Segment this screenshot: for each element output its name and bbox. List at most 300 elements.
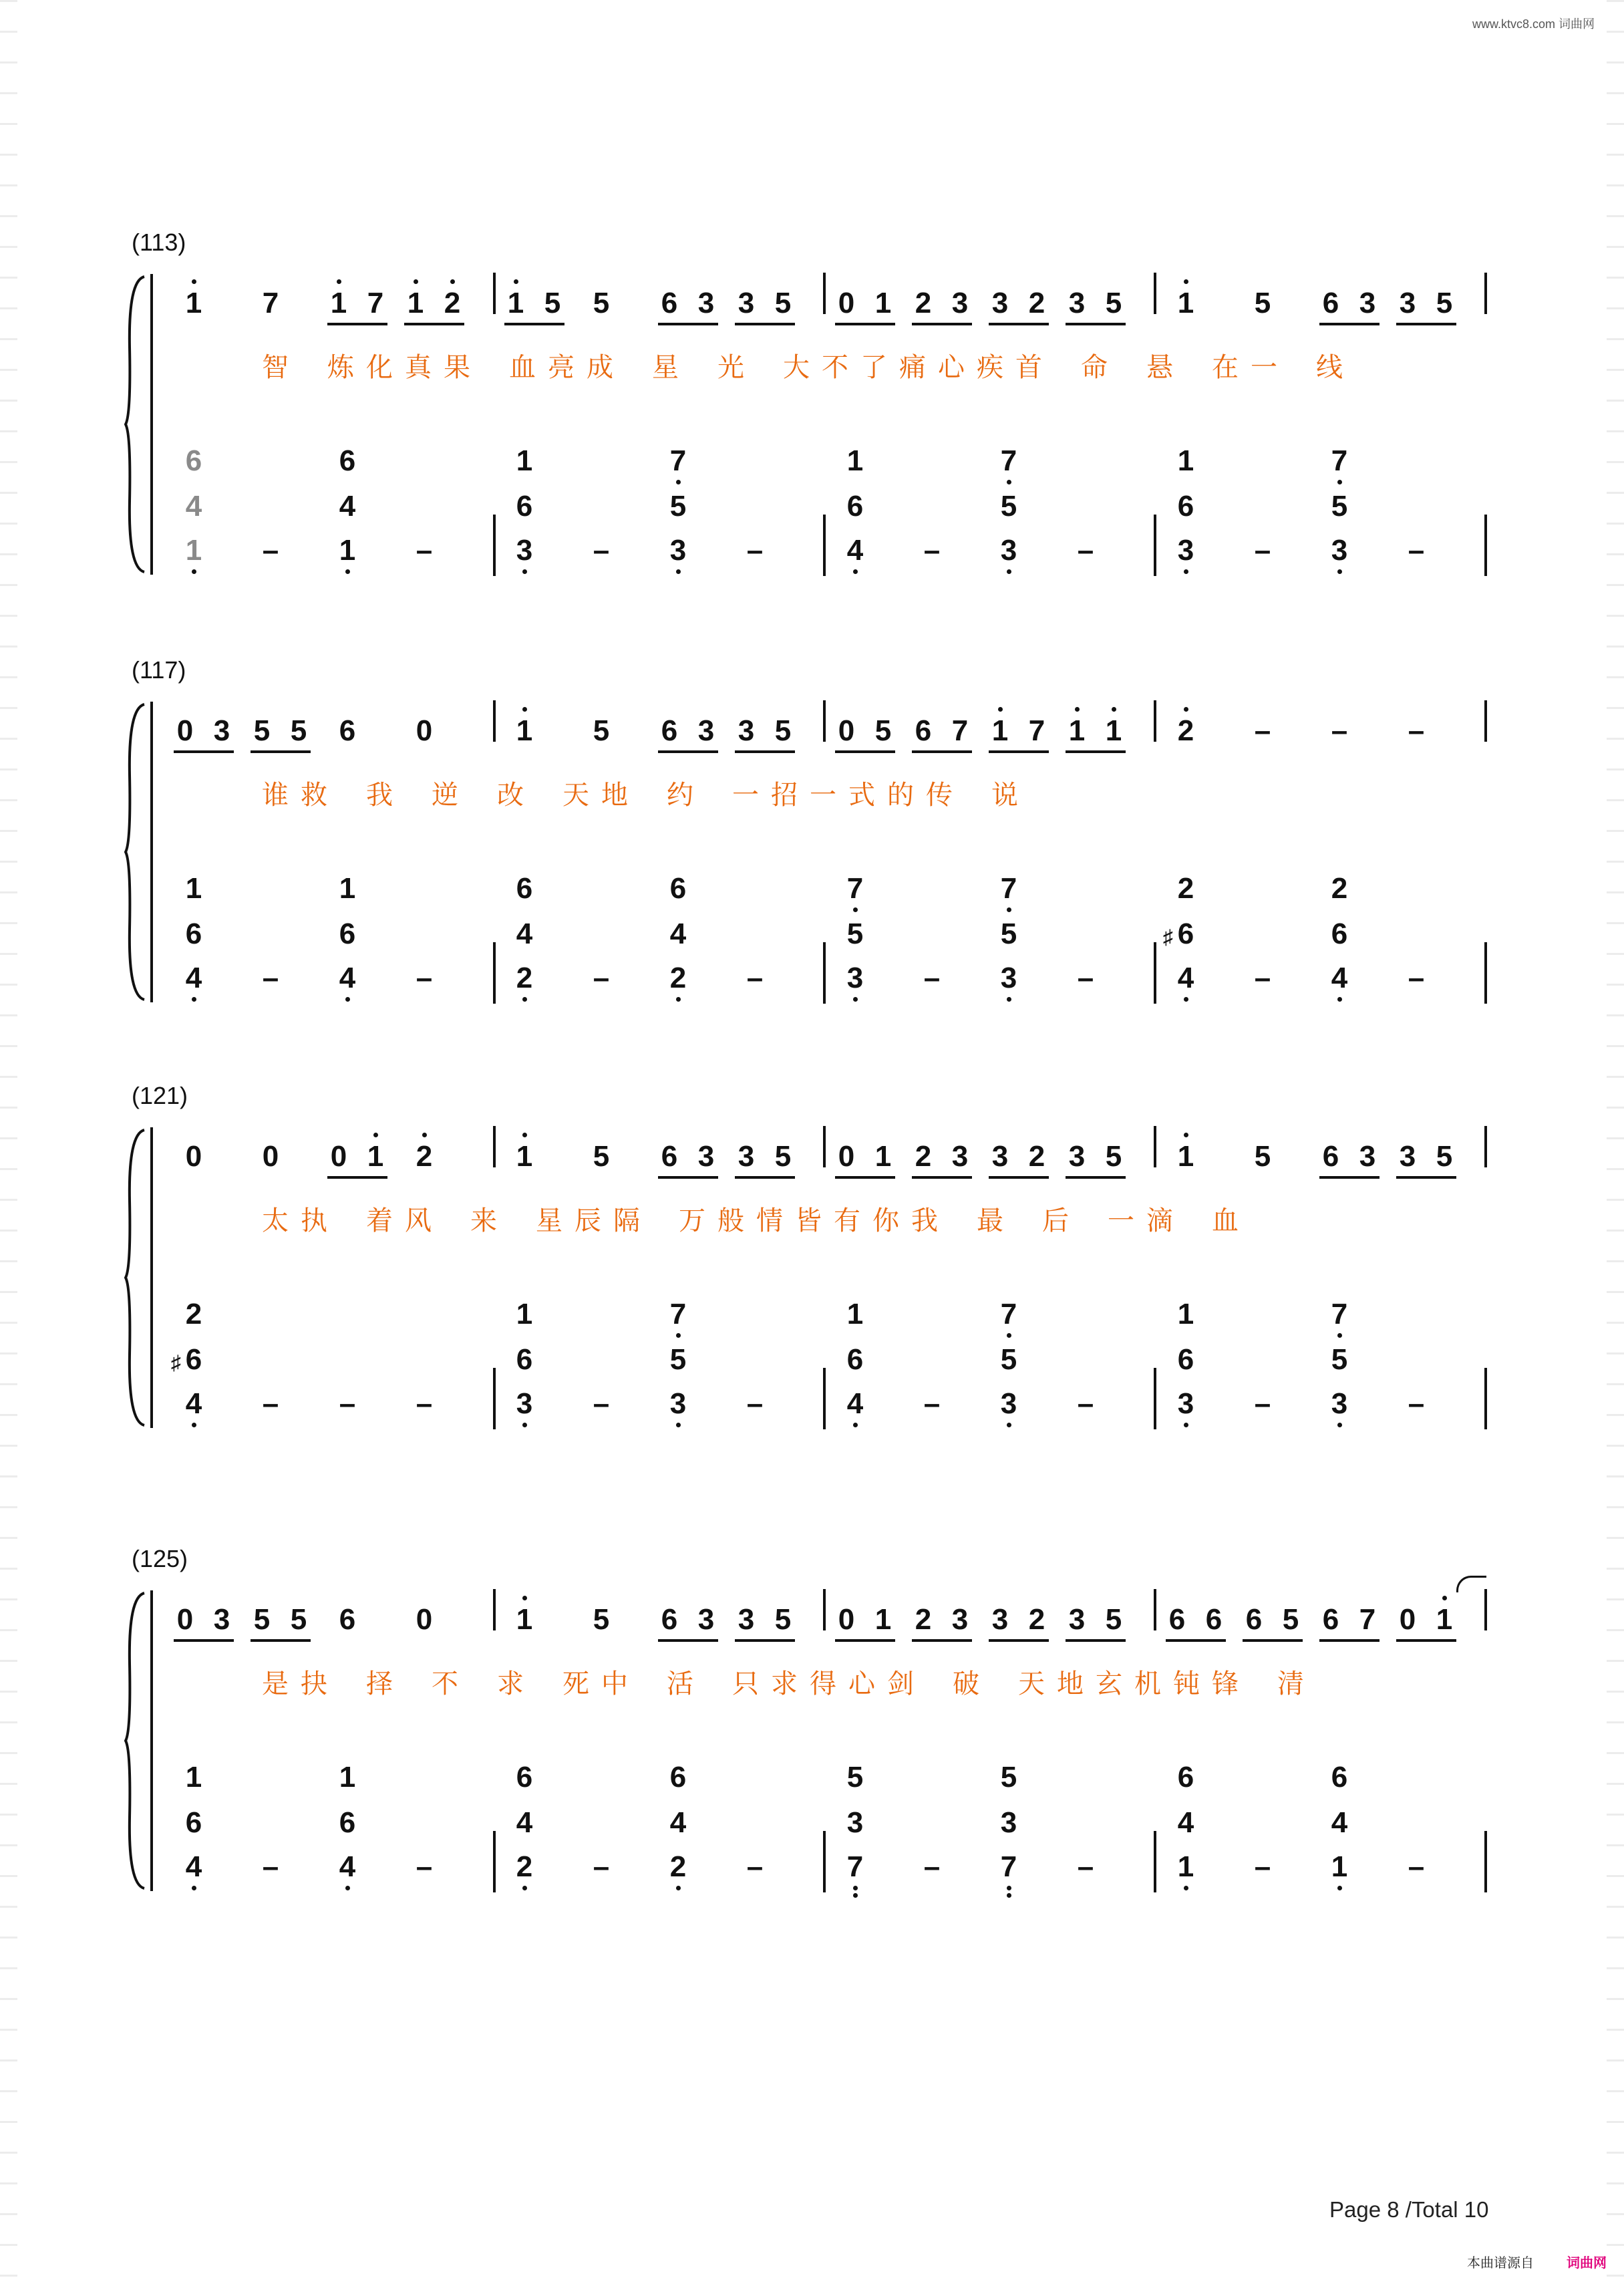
upper-note-digit: 5 xyxy=(1105,1603,1122,1636)
upper-note-digit: 6 xyxy=(1322,1140,1339,1173)
lower-chord-note-digit: 7 xyxy=(1000,872,1017,905)
lower-rest-digit: – xyxy=(416,962,433,994)
eighth-beam xyxy=(1396,1639,1456,1642)
upper-note-digit: 2 xyxy=(915,287,932,319)
lower-rest-digit: – xyxy=(416,1387,433,1420)
upper-barline xyxy=(1154,1126,1156,1167)
lower-chord-note-digit: 7 xyxy=(1331,1298,1348,1330)
upper-barline xyxy=(1154,1589,1156,1630)
upper-note-digit: 6 xyxy=(915,714,932,747)
upper-note-digit: 2 xyxy=(915,1140,932,1173)
upper-note-high-dot xyxy=(414,279,418,284)
lyric-char: 式 xyxy=(848,780,875,811)
upper-note-digit: 3 xyxy=(213,714,230,747)
lower-chord-note-digit: 6 xyxy=(1177,1761,1194,1794)
lower-chord-note-digit: 5 xyxy=(669,1343,687,1376)
lyric-char: 来 xyxy=(470,1205,497,1236)
lower-chord-note-digit: 5 xyxy=(1000,1761,1017,1794)
lower-chord-note-low-dot xyxy=(1337,480,1342,484)
eighth-beam xyxy=(251,1639,311,1642)
lower-chord-note-digit: 3 xyxy=(1177,534,1194,567)
lower-barline xyxy=(1484,942,1487,1004)
upper-note-digit: – xyxy=(1254,714,1271,747)
lyric-char: 化 xyxy=(366,352,393,383)
upper-note-digit: 5 xyxy=(874,714,892,747)
lyric-char: 悬 xyxy=(1146,352,1173,383)
eighth-beam xyxy=(1319,323,1379,325)
upper-barline xyxy=(823,273,826,314)
upper-note-digit: 0 xyxy=(176,1603,194,1636)
upper-note-digit: 6 xyxy=(339,714,356,747)
lower-chord-note-digit: 6 xyxy=(339,917,356,950)
lower-chord-note-low-dot xyxy=(1007,1886,1011,1890)
lower-rest-digit: – xyxy=(746,1387,764,1420)
upper-note-high-dot xyxy=(373,1133,378,1137)
lower-chord-note-digit: 2 xyxy=(669,962,687,994)
lower-rest-digit: – xyxy=(923,1850,941,1883)
lyric-char: 痛 xyxy=(899,352,926,383)
upper-barline xyxy=(1484,273,1487,314)
lower-chord-note-digit: 5 xyxy=(1000,917,1017,950)
lower-rest-digit: – xyxy=(746,962,764,994)
lyric-char: 谁 xyxy=(262,780,289,811)
lower-rest-digit: – xyxy=(262,534,279,567)
lower-chord-note-low-dot xyxy=(1007,480,1011,484)
lower-chord-note-low-dot xyxy=(1007,907,1011,912)
lower-chord-note-low-dot xyxy=(1007,1893,1011,1898)
lyric-char: 得 xyxy=(810,1669,836,1699)
lower-chord-note-digit: 4 xyxy=(669,917,687,950)
upper-note-digit: 3 xyxy=(991,287,1009,319)
lower-chord-note-low-dot xyxy=(1337,997,1342,1002)
upper-note-digit: 1 xyxy=(1436,1603,1453,1636)
upper-note-digit: 5 xyxy=(1436,287,1453,319)
lower-barline xyxy=(493,942,496,1004)
eighth-beam xyxy=(989,323,1049,325)
lower-chord-note-digit: 3 xyxy=(1000,962,1017,994)
upper-note-digit: 2 xyxy=(444,287,461,319)
eighth-beam xyxy=(735,1176,795,1179)
lower-chord-note-digit: 2 xyxy=(669,1850,687,1883)
upper-note-digit: 3 xyxy=(697,287,715,319)
eighth-beam xyxy=(835,1176,895,1179)
lower-chord-note-digit: 7 xyxy=(1000,1850,1017,1883)
lower-chord-note-digit: 3 xyxy=(1177,1387,1194,1420)
upper-note-digit: – xyxy=(1408,714,1425,747)
eighth-beam xyxy=(1166,1639,1226,1642)
lyric-char: 抉 xyxy=(301,1669,327,1699)
lyric-char: 天 xyxy=(1018,1669,1045,1699)
lower-chord-note-low-dot xyxy=(345,569,350,574)
upper-note-digit: 2 xyxy=(1028,287,1045,319)
upper-note-digit: 6 xyxy=(1205,1603,1223,1636)
lower-barline xyxy=(493,1368,496,1429)
upper-note-digit: 3 xyxy=(1068,287,1086,319)
lower-chord-note-digit: 2 xyxy=(516,1850,533,1883)
lyric-char: 血 xyxy=(1212,1205,1239,1236)
eighth-beam xyxy=(174,750,234,753)
upper-barline xyxy=(823,1126,826,1167)
upper-barline xyxy=(1154,273,1156,314)
upper-note-digit: 6 xyxy=(661,1140,678,1173)
lyric-char: 死 xyxy=(562,1669,589,1699)
upper-note-high-dot xyxy=(192,279,196,284)
upper-note-digit: 2 xyxy=(1177,714,1194,747)
lower-chord-note-low-dot xyxy=(522,569,527,574)
upper-note-digit: 3 xyxy=(213,1603,230,1636)
eighth-beam xyxy=(1396,1176,1456,1179)
lyric-char: 心 xyxy=(938,352,965,383)
lyric-char: 星 xyxy=(536,1205,562,1236)
lower-rest-digit: – xyxy=(1254,1387,1271,1420)
upper-note-digit: 1 xyxy=(1068,714,1086,747)
lower-chord-note-digit: 3 xyxy=(1331,534,1348,567)
upper-note-digit: 1 xyxy=(1105,714,1122,747)
upper-note-digit: 1 xyxy=(507,287,524,319)
upper-note-digit: 3 xyxy=(991,1603,1009,1636)
lower-chord-note-low-dot xyxy=(1007,1423,1011,1427)
lower-chord-note-digit: 4 xyxy=(185,1850,202,1883)
lyric-char: 真 xyxy=(405,352,432,383)
upper-note-digit: 1 xyxy=(874,1603,892,1636)
upper-note-high-dot xyxy=(1184,1133,1188,1137)
upper-note-digit: 5 xyxy=(593,1603,610,1636)
upper-note-digit: 1 xyxy=(874,1140,892,1173)
upper-note-digit: 2 xyxy=(416,1140,433,1173)
upper-note-digit: 0 xyxy=(185,1140,202,1173)
lower-chord-note-digit: 1 xyxy=(1177,1850,1194,1883)
lyric-char: 说 xyxy=(991,780,1018,811)
lower-chord-note-digit: 1 xyxy=(185,534,202,567)
upper-note-digit: 5 xyxy=(544,287,561,319)
upper-note-high-dot xyxy=(1112,707,1116,712)
lower-rest-digit: – xyxy=(1254,962,1271,994)
lower-chord-note-digit: 1 xyxy=(1177,444,1194,477)
eighth-beam xyxy=(327,1176,387,1179)
lower-chord-note-low-dot xyxy=(345,997,350,1002)
lower-chord-note-low-dot xyxy=(522,1886,527,1890)
lower-rest-digit: – xyxy=(1408,1387,1425,1420)
lower-rest-digit: – xyxy=(1254,534,1271,567)
eighth-beam xyxy=(835,750,895,753)
upper-note-digit: 1 xyxy=(991,714,1009,747)
upper-note-high-dot xyxy=(422,1133,427,1137)
lower-chord-note-digit: 4 xyxy=(669,1806,687,1839)
lower-chord-note-low-dot xyxy=(676,569,681,574)
lyric-char: 情 xyxy=(756,1205,783,1236)
upper-note-digit: 2 xyxy=(1028,1603,1045,1636)
eighth-beam xyxy=(1066,323,1126,325)
upper-note-high-dot xyxy=(1184,707,1188,712)
upper-note-digit: 5 xyxy=(1105,287,1122,319)
lyric-char: 择 xyxy=(366,1669,393,1699)
lower-chord-note-digit: 5 xyxy=(846,1761,864,1794)
lyric-char: 在 xyxy=(1212,352,1239,383)
system-brace xyxy=(124,702,147,1002)
upper-note-digit: 3 xyxy=(951,287,969,319)
upper-note-digit: 3 xyxy=(697,1140,715,1173)
system-brace xyxy=(124,1127,147,1428)
lyric-char: 逆 xyxy=(432,780,458,811)
lower-rest-digit: – xyxy=(593,1387,610,1420)
upper-note-digit: 3 xyxy=(951,1603,969,1636)
lower-chord-note-digit: 5 xyxy=(1331,1343,1348,1376)
upper-note-digit: 7 xyxy=(367,287,384,319)
lower-rest-digit: – xyxy=(1077,1850,1094,1883)
lower-barline xyxy=(823,1368,826,1429)
lyric-char: 清 xyxy=(1277,1669,1304,1699)
lower-chord-note-low-dot xyxy=(676,1423,681,1427)
system-brace xyxy=(124,1590,147,1891)
upper-note-digit: 5 xyxy=(1282,1603,1299,1636)
lower-chord-note-low-dot xyxy=(345,1886,350,1890)
lower-chord-note-digit: 6 xyxy=(516,1343,533,1376)
upper-note-digit: 1 xyxy=(516,1140,533,1173)
upper-note-digit: 3 xyxy=(951,1140,969,1173)
lyric-char: 首 xyxy=(1015,352,1042,383)
lyric-char: 求 xyxy=(771,1669,798,1699)
lower-chord-note-digit: 3 xyxy=(1331,1387,1348,1420)
lyric-char: 钝 xyxy=(1173,1669,1200,1699)
lyric-char: 约 xyxy=(667,780,693,811)
upper-barline xyxy=(1484,1589,1487,1630)
lower-chord-note-low-dot xyxy=(1337,569,1342,574)
lyric-char: 辰 xyxy=(575,1205,601,1236)
lower-chord-note-digit: 7 xyxy=(1000,1298,1017,1330)
eighth-beam xyxy=(835,1639,895,1642)
upper-note-high-dot xyxy=(450,279,455,284)
lower-chord-note-low-dot xyxy=(1007,997,1011,1002)
score-system xyxy=(0,648,1624,1022)
lyric-char: 太 xyxy=(262,1205,289,1236)
upper-note-digit: 0 xyxy=(416,714,433,747)
upper-note-digit: 3 xyxy=(1399,1140,1416,1173)
lower-chord-note-sharp: ♯ xyxy=(171,1352,181,1374)
upper-note-digit: 0 xyxy=(330,1140,347,1173)
lower-chord-note-digit: 5 xyxy=(1000,490,1017,523)
lower-chord-note-digit: 6 xyxy=(185,444,202,477)
site-watermark: www.ktvc8.com 词曲网 xyxy=(1472,17,1595,31)
lower-chord-note-low-dot xyxy=(192,1423,196,1427)
lower-chord-note-digit: 3 xyxy=(1000,534,1017,567)
eighth-beam xyxy=(912,750,972,753)
system-line xyxy=(150,702,153,1002)
upper-note-digit: 5 xyxy=(253,714,271,747)
lower-chord-note-low-dot xyxy=(1184,1423,1188,1427)
lower-rest-digit: – xyxy=(262,1850,279,1883)
lower-chord-note-digit: 6 xyxy=(1331,917,1348,950)
lower-chord-note-digit: 6 xyxy=(516,490,533,523)
upper-note-digit: 6 xyxy=(1322,287,1339,319)
lower-chord-note-digit: 2 xyxy=(516,962,533,994)
lower-rest-digit: – xyxy=(1077,534,1094,567)
upper-note-digit: 7 xyxy=(262,287,279,319)
lyric-char: 果 xyxy=(444,352,470,383)
lyric-char: 最 xyxy=(977,1205,1003,1236)
lower-chord-note-digit: 4 xyxy=(185,962,202,994)
lower-chord-note-digit: 2 xyxy=(1177,872,1194,905)
lower-chord-note-low-dot xyxy=(1007,1333,1011,1338)
upper-note-digit: 3 xyxy=(1359,287,1376,319)
eighth-beam xyxy=(989,1639,1049,1642)
upper-note-digit: 1 xyxy=(330,287,347,319)
upper-note-digit: 0 xyxy=(838,714,855,747)
upper-barline xyxy=(1154,700,1156,742)
lower-rest-digit: – xyxy=(339,1387,356,1420)
upper-note-high-dot xyxy=(337,279,341,284)
lyric-char: 地 xyxy=(601,780,628,811)
upper-note-digit: 5 xyxy=(774,1603,792,1636)
upper-note-digit: 1 xyxy=(516,714,533,747)
upper-note-digit: 3 xyxy=(1399,287,1416,319)
lower-chord-note-digit: 6 xyxy=(1177,490,1194,523)
lower-chord-note-low-dot xyxy=(1337,1886,1342,1890)
lyric-char: 般 xyxy=(717,1205,744,1236)
lower-chord-note-digit: 3 xyxy=(669,534,687,567)
lower-rest-digit: – xyxy=(746,1850,764,1883)
lower-rest-digit: – xyxy=(923,962,941,994)
lower-chord-note-digit: 1 xyxy=(846,1298,864,1330)
upper-note-digit: 1 xyxy=(185,287,202,319)
lower-barline xyxy=(1154,1831,1156,1892)
lyric-char: 剑 xyxy=(887,1669,914,1699)
lyric-char: 亮 xyxy=(548,352,575,383)
lower-chord-note-digit: 6 xyxy=(516,872,533,905)
lyric-char: 滴 xyxy=(1146,1205,1173,1236)
lower-chord-note-digit: 6 xyxy=(846,490,864,523)
lower-chord-note-low-dot xyxy=(192,1886,196,1890)
lower-chord-note-low-dot xyxy=(1337,1423,1342,1427)
lower-chord-note-digit: 4 xyxy=(846,1387,864,1420)
lower-chord-note-low-dot xyxy=(1007,569,1011,574)
upper-barline xyxy=(493,273,496,314)
upper-note-digit: 1 xyxy=(1177,1140,1194,1173)
upper-note-digit: 1 xyxy=(516,1603,533,1636)
upper-note-digit: 6 xyxy=(661,1603,678,1636)
lyric-char: 锋 xyxy=(1212,1669,1239,1699)
lower-chord-note-digit: 5 xyxy=(1000,1343,1017,1376)
lower-rest-digit: – xyxy=(1077,1387,1094,1420)
upper-note-digit: 6 xyxy=(661,714,678,747)
lower-chord-note-digit: 3 xyxy=(516,1387,533,1420)
lower-chord-note-digit: 5 xyxy=(846,917,864,950)
lower-chord-note-digit: 3 xyxy=(846,1806,864,1839)
upper-note-digit: 5 xyxy=(774,287,792,319)
lyric-char: 隔 xyxy=(613,1205,640,1236)
upper-note-digit: 5 xyxy=(1436,1140,1453,1173)
lyric-char: 活 xyxy=(667,1669,693,1699)
upper-note-digit: 5 xyxy=(253,1603,271,1636)
upper-note-digit: 6 xyxy=(1168,1603,1186,1636)
eighth-beam xyxy=(658,1639,718,1642)
lyric-char: 救 xyxy=(301,780,327,811)
upper-note-digit: 5 xyxy=(593,714,610,747)
eighth-beam xyxy=(174,1639,234,1642)
upper-note-digit: 1 xyxy=(407,287,424,319)
lyric-char: 大 xyxy=(783,352,810,383)
lower-chord-note-low-dot xyxy=(192,997,196,1002)
lower-barline xyxy=(493,515,496,576)
system-brace xyxy=(124,274,147,575)
lyric-char: 中 xyxy=(601,1669,628,1699)
lower-chord-note-digit: 7 xyxy=(1331,444,1348,477)
upper-note-digit: 0 xyxy=(176,714,194,747)
lower-chord-note-digit: 7 xyxy=(1000,444,1017,477)
lyric-char: 一 xyxy=(732,780,759,811)
lower-chord-note-low-dot xyxy=(522,1423,527,1427)
lyric-char: 不 xyxy=(432,1669,458,1699)
lower-rest-digit: – xyxy=(1077,962,1094,994)
lower-chord-note-digit: 1 xyxy=(185,1761,202,1794)
lower-chord-note-digit: 4 xyxy=(185,1387,202,1420)
upper-note-digit: 5 xyxy=(290,714,307,747)
eighth-beam xyxy=(658,323,718,325)
eighth-beam xyxy=(989,1176,1049,1179)
upper-note-digit: 0 xyxy=(838,287,855,319)
eighth-beam xyxy=(658,750,718,753)
lower-chord-note-digit: 5 xyxy=(1331,490,1348,523)
upper-barline xyxy=(823,700,826,742)
upper-note-digit: 3 xyxy=(1068,1140,1086,1173)
lower-rest-digit: – xyxy=(1408,962,1425,994)
upper-note-digit: 5 xyxy=(1254,287,1271,319)
eighth-beam xyxy=(912,323,972,325)
lyric-char: 有 xyxy=(834,1205,860,1236)
lower-chord-note-digit: 4 xyxy=(339,1850,356,1883)
eighth-beam xyxy=(404,323,464,325)
upper-note-digit: 3 xyxy=(1359,1140,1376,1173)
upper-note-digit: 7 xyxy=(1359,1603,1376,1636)
lyric-char: 心 xyxy=(848,1669,875,1699)
lower-chord-note-digit: 4 xyxy=(846,534,864,567)
footer-source-label: 本曲谱源自 xyxy=(1467,2256,1534,2271)
lower-chord-note-low-dot xyxy=(676,1333,681,1338)
upper-note-digit: 3 xyxy=(697,1603,715,1636)
eighth-beam xyxy=(989,750,1049,753)
lower-chord-note-low-dot xyxy=(853,907,858,912)
upper-note-high-dot xyxy=(522,1596,527,1600)
lower-chord-note-low-dot xyxy=(853,1893,858,1898)
eighth-beam xyxy=(912,1176,972,1179)
lower-chord-note-low-dot xyxy=(853,997,858,1002)
lyric-char: 皆 xyxy=(795,1205,822,1236)
lyric-char: 一 xyxy=(1108,1205,1134,1236)
lower-chord-note-sharp: ♯ xyxy=(1163,926,1173,948)
lower-chord-note-digit: 1 xyxy=(339,1761,356,1794)
lower-chord-note-digit: 1 xyxy=(339,872,356,905)
lower-chord-note-digit: 7 xyxy=(669,1298,687,1330)
upper-note-high-dot xyxy=(1075,707,1080,712)
lyric-char: 后 xyxy=(1042,1205,1069,1236)
measure-number: (125) xyxy=(132,1545,188,1572)
eighth-beam xyxy=(1396,323,1456,325)
lyric-char: 光 xyxy=(717,352,744,383)
upper-note-digit: 3 xyxy=(738,714,755,747)
lower-chord-note-low-dot xyxy=(676,997,681,1002)
lower-chord-note-digit: 6 xyxy=(669,872,687,905)
lower-chord-note-digit: 6 xyxy=(185,1806,202,1839)
lower-chord-note-digit: 7 xyxy=(846,1850,864,1883)
lower-chord-note-low-dot xyxy=(853,569,858,574)
lower-chord-note-digit: 3 xyxy=(1000,1806,1017,1839)
lower-chord-note-low-dot xyxy=(676,480,681,484)
lower-chord-note-low-dot xyxy=(1184,997,1188,1002)
lyric-char: 一 xyxy=(810,780,836,811)
lyric-char: 线 xyxy=(1316,352,1343,383)
lyric-char: 破 xyxy=(953,1669,979,1699)
lower-chord-note-digit: 5 xyxy=(669,490,687,523)
eighth-beam xyxy=(327,323,387,325)
